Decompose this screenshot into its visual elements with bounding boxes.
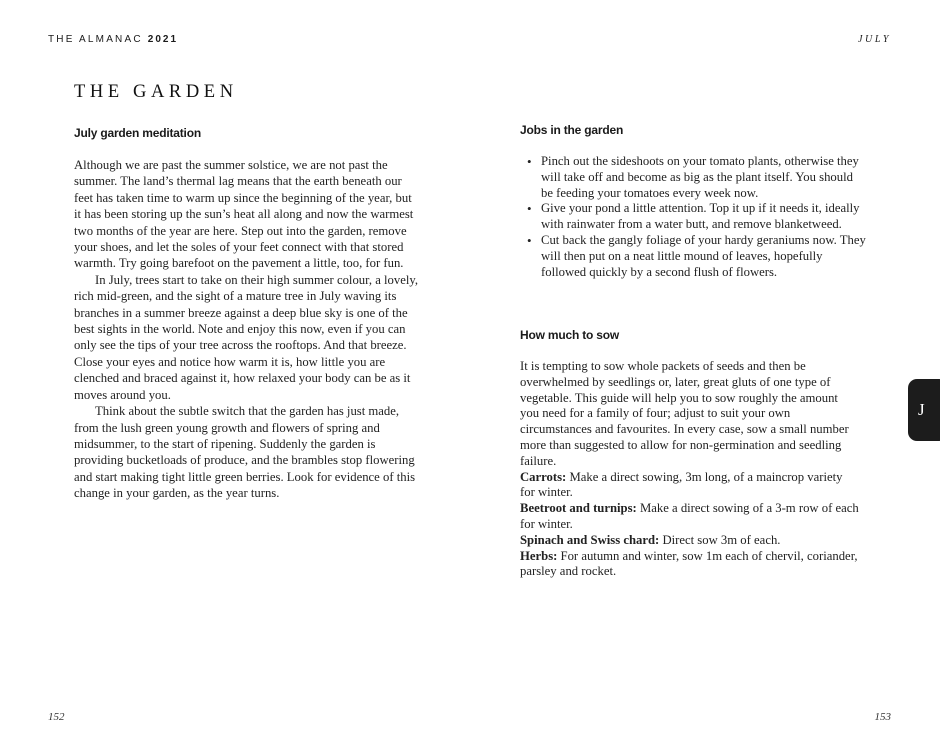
sow-entry: [520, 549, 860, 581]
meditation-heading: July garden meditation: [74, 126, 201, 140]
almanac-name: THE ALMANAC: [48, 34, 143, 45]
jobs-list-item: • Pinch out the sideshoots on your tomato plants, otherwise they will take off and become as big as the plant itself. You should be feeding your tomatoes every week now.: [520, 154, 868, 201]
thumb-tab-letter: J: [918, 400, 925, 419]
page-number-right: 153: [874, 711, 891, 723]
sow-entry-term: Beetroot and turnips:: [520, 501, 637, 516]
section-title: THE GARDEN: [74, 82, 238, 102]
meditation-paragraph: Think about the subtle switch that the garden has just made, from the lush green young growth and flowers of spring and midsummer, to the start of ripening. Suddenly the garden is providing bucketloads of produce, and the brambles stop flowering and start making tight little green berries. Look for evidence of this change in your garden, as the year turns.: [74, 404, 416, 501]
running-head-left: [48, 34, 178, 45]
sow-heading: How much to sow: [520, 328, 620, 342]
sow-entry-term: Carrots:: [520, 469, 567, 484]
jobs-list-item: • Cut back the gangly foliage of your hardy geraniums now. They will then put on a neat little mound of leaves, hopefully followed quickly by a second flush of flowers.: [520, 233, 868, 280]
jobs-heading: Jobs in the garden: [520, 123, 624, 137]
running-head-month: JULY: [858, 34, 891, 45]
sow-body: [520, 359, 860, 580]
sow-entry-text: Make a direct sowing of a 3-m row of each for winter.: [520, 501, 859, 531]
sow-entry-text: For autumn and winter, sow 1m each of chervil, coriander, parsley and rocket.: [520, 548, 858, 579]
sow-entry: [520, 533, 860, 549]
sow-entry-text: Direct sow 3m of each.: [662, 532, 781, 547]
meditation-body: [74, 157, 419, 502]
meditation-paragraph: In July, trees start to take on their high summer colour, a lovely, rich mid-green, and the sight of a mature tree in July waving its branches in a summer breeze against a deep blue sky is one of the best sights in the world. Note and enjoy this now, even if you can only see the tips of your tree across the rooftops. And that breeze. Close your eyes and notice how warm it is, how little you are clenched and braced against it, how relaxed your body can be as it moves around you.: [74, 272, 419, 402]
sow-entry: [520, 470, 860, 502]
sow-entry-text: Make a direct sowing, 3m long, of a maincrop variety for winter.: [520, 469, 843, 500]
jobs-list: [520, 154, 868, 280]
page-number-left: 152: [48, 711, 65, 723]
meditation-paragraph: Although we are past the summer solstice, we are not past the summer. The land’s thermal lag means that the earth beneath our feet has taken time to warm up since the beginning of the year, but it has been storing up the sun’s heat all along and now the warmest two months of the year are here. Step out into the garden, remove your shoes, and let the soles of your feet connect with that stored warmth. Try going barefoot on the pavement a little, too, for fun.: [74, 158, 414, 271]
jobs-list-item: • Give your pond a little attention. Top it up if it needs it, ideally with rainwater from a water butt, and remove blanketweed.: [520, 201, 868, 233]
sow-intro: It is tempting to sow whole packets of seeds and then be overwhelmed by seedlings or, later, great gluts of one type of vegetable. This guide will help you to sow roughly the amount you need for a family of four; adjust to suit your own circumstances and favourites. In every case, sow a small number more than suggested to allow for non-germination and seedling failure.: [520, 359, 849, 468]
sow-entry-term: Herbs:: [520, 548, 558, 563]
sow-entry-term: Spinach and Swiss chard:: [520, 532, 660, 547]
month-thumb-tab: [908, 379, 940, 441]
almanac-year: 2021: [147, 34, 179, 45]
sow-entry: [520, 501, 860, 533]
